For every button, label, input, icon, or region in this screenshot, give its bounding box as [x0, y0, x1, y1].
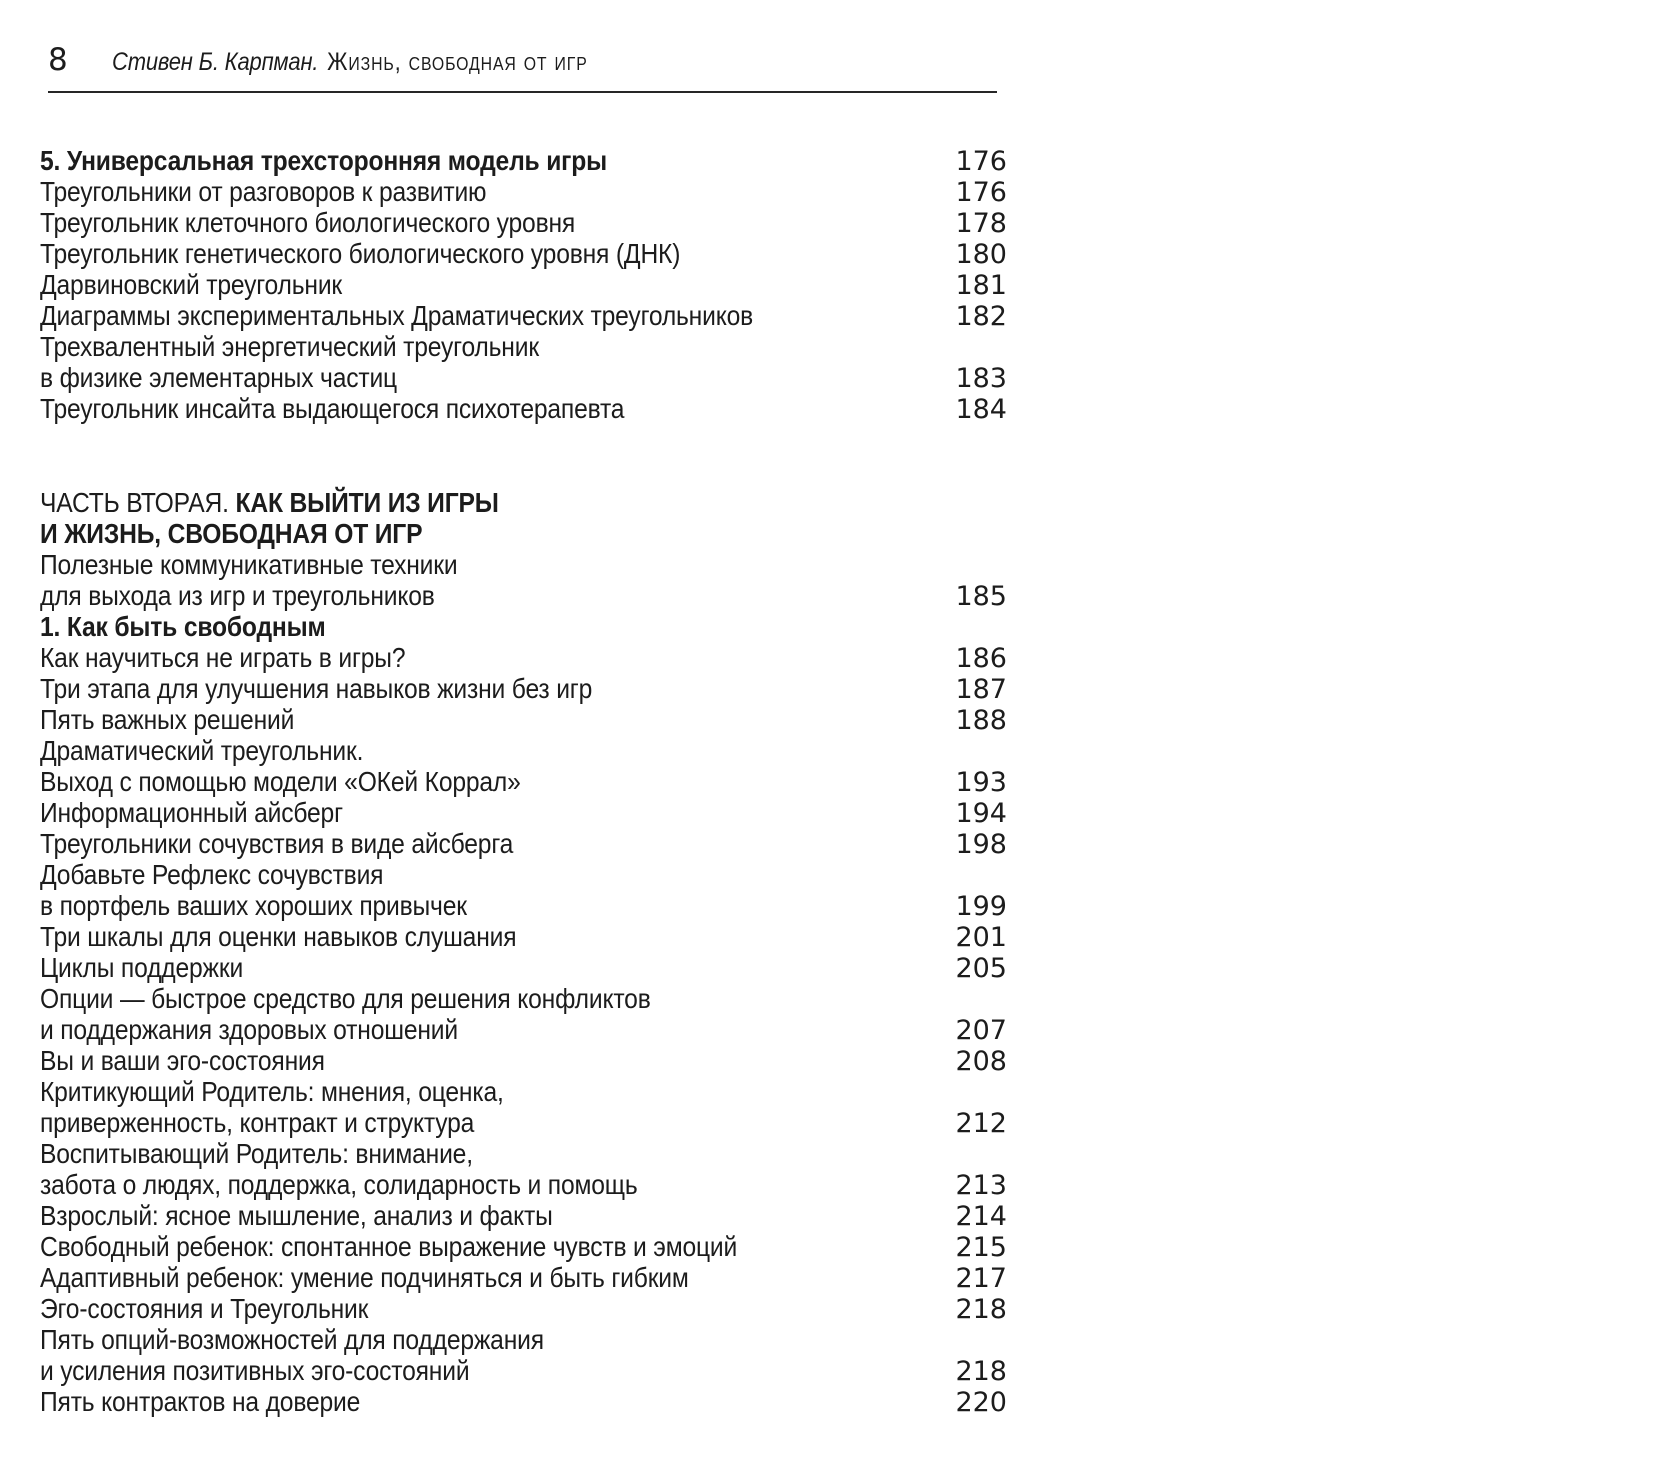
toc-row: [40, 890, 1007, 921]
toc-entry-title: Критикующий Родитель: мнения, оценка,: [40, 1076, 504, 1107]
toc-row: [40, 983, 1007, 1014]
toc-entry-title: Свободный ребенок: спонтанное выражение чувств и эмоций: [40, 1231, 738, 1262]
toc-row: [40, 331, 1007, 362]
toc-row: [40, 176, 1007, 207]
page-number: 8: [48, 42, 68, 78]
toc-row: [40, 673, 1007, 704]
toc-row: [40, 207, 1007, 238]
toc-entry-title: Треугольники сочувствия в виде айсберга: [40, 828, 514, 859]
toc-entry-title: Пять важных решений: [40, 704, 295, 735]
toc-entry-page: 182: [955, 301, 1007, 332]
toc-row: [40, 859, 1007, 890]
toc-row: [40, 611, 1007, 642]
toc-entry-page: 207: [955, 1015, 1007, 1046]
toc-entry-title: Треугольник клеточного биологического уровня: [40, 207, 576, 238]
toc-entry-page: 187: [955, 674, 1007, 705]
toc-entry-title: Выход с помощью модели «ОКей Коррал»: [40, 766, 521, 797]
toc-entry-title: Треугольник инсайта выдающегося психотерапевта: [40, 393, 625, 424]
toc-entry-title: в физике элементарных частиц: [40, 362, 398, 393]
toc-entry-page: 184: [955, 394, 1007, 425]
table-of-contents: [40, 145, 1007, 1417]
toc-entry-page: 176: [955, 146, 1007, 177]
toc-entry-page: 185: [955, 581, 1007, 612]
toc-entry-page: 215: [955, 1232, 1007, 1263]
toc-entry-page: 208: [955, 1046, 1007, 1077]
toc-entry-page: 201: [955, 922, 1007, 953]
header-rule: [48, 91, 997, 93]
toc-row: [40, 797, 1007, 828]
book-title: Жизнь, свободная от игр: [326, 48, 588, 76]
toc-entry-title: Пять опций-возможностей для поддержания: [40, 1324, 544, 1355]
toc-row: [40, 393, 1007, 424]
toc-entry-title: Эго-состояния и Треугольник: [40, 1293, 369, 1324]
toc-entry-page: 212: [955, 1108, 1007, 1139]
toc-entry-page: 176: [955, 177, 1007, 208]
toc-entry-title: Треугольники от разговоров к развитию: [40, 176, 487, 207]
toc-entry-page: 193: [955, 767, 1007, 798]
toc-entry-page: 205: [955, 953, 1007, 984]
toc-row: [40, 952, 1007, 983]
toc-row: [40, 1014, 1007, 1045]
toc-entry-page: 218: [955, 1356, 1007, 1387]
toc-entry-title: Драматический треугольник.: [40, 735, 364, 766]
toc-entry-title: ЧАСТЬ ВТОРАЯ. КАК ВЫЙТИ ИЗ ИГРЫ: [40, 487, 499, 518]
toc-row: [40, 1138, 1007, 1169]
toc-row: [40, 269, 1007, 300]
toc-row: [40, 735, 1007, 766]
toc-entry-page: 218: [955, 1294, 1007, 1325]
toc-entry-title: Диаграммы экспериментальных Драматических треугольников: [40, 300, 754, 331]
toc-entry-title: для выхода из игр и треугольников: [40, 580, 435, 611]
toc-entry-title: Три этапа для улучшения навыков жизни без игр: [40, 673, 593, 704]
toc-entry-title: приверженность, контракт и структура: [40, 1107, 475, 1138]
toc-entry-page: 180: [955, 239, 1007, 270]
toc-row: [40, 238, 1007, 269]
toc-section-part-one: [40, 145, 1007, 424]
toc-entry-title: и усиления позитивных эго-состояний: [40, 1355, 470, 1386]
toc-entry-title: Добавьте Рефлекс сочувствия: [40, 859, 384, 890]
toc-row: [40, 1076, 1007, 1107]
toc-row: [40, 362, 1007, 393]
toc-section-part-two: [40, 487, 1007, 1417]
toc-entry-page: 213: [955, 1170, 1007, 1201]
toc-entry-page: 183: [955, 363, 1007, 394]
toc-entry-title: Циклы поддержки: [40, 952, 244, 983]
toc-row: [40, 766, 1007, 797]
author-name: Стивен Б. Карпман.: [111, 48, 319, 76]
toc-entry-title: Воспитывающий Родитель: внимание,: [40, 1138, 473, 1169]
toc-entry-page: 198: [955, 829, 1007, 860]
toc-row: [40, 518, 1007, 549]
toc-row: [40, 1293, 1007, 1324]
toc-row: [40, 1324, 1007, 1355]
toc-row: [40, 487, 1007, 518]
toc-entry-page: 194: [955, 798, 1007, 829]
toc-entry-title: Адаптивный ребенок: умение подчиняться и быть гибким: [40, 1262, 689, 1293]
toc-entry-title: Полезные коммуникативные техники: [40, 549, 458, 580]
toc-entry-page: 214: [955, 1201, 1007, 1232]
toc-entry-title: Как научиться не играть в игры?: [40, 642, 406, 673]
running-title: [112, 46, 588, 78]
toc-entry-title: Вы и ваши эго-состояния: [40, 1045, 325, 1076]
toc-row: [40, 300, 1007, 331]
toc-row: [40, 1262, 1007, 1293]
toc-row: [40, 1200, 1007, 1231]
toc-entry-page: 188: [955, 705, 1007, 736]
toc-entry-title: Треугольник генетического биологического уровня (ДНК): [40, 238, 681, 269]
toc-row: [40, 1386, 1007, 1417]
toc-entry-title: и поддержания здоровых отношений: [40, 1014, 458, 1045]
toc-entry-page: 199: [955, 891, 1007, 922]
toc-entry-title: Взрослый: ясное мышление, анализ и факты: [40, 1200, 553, 1231]
toc-entry-page: 181: [955, 270, 1007, 301]
toc-entry-title: Опции — быстрое средство для решения конфликтов: [40, 983, 651, 1014]
toc-row: [40, 1045, 1007, 1076]
page-header: [48, 44, 1674, 78]
toc-row: [40, 704, 1007, 735]
toc-entry-page: 217: [955, 1263, 1007, 1294]
toc-entry-page: 186: [955, 643, 1007, 674]
toc-row: [40, 1355, 1007, 1386]
toc-row: [40, 921, 1007, 952]
toc-entry-title: 1. Как быть свободным: [40, 611, 326, 642]
toc-row: [40, 145, 1007, 176]
toc-row: [40, 642, 1007, 673]
toc-entry-title: в портфель ваших хороших привычек: [40, 890, 467, 921]
toc-entry-page: 220: [955, 1387, 1007, 1418]
book-page: [0, 44, 1674, 1473]
toc-entry-page: 178: [955, 208, 1007, 239]
toc-row: [40, 1107, 1007, 1138]
toc-entry-title: И ЖИЗНЬ, СВОБОДНАЯ ОТ ИГР: [40, 518, 423, 549]
toc-entry-title: Пять контрактов на доверие: [40, 1386, 361, 1417]
toc-entry-title: 5. Универсальная трехсторонняя модель игры: [40, 145, 607, 176]
toc-row: [40, 549, 1007, 580]
toc-entry-title: забота о людях, поддержка, солидарность и помощь: [40, 1169, 638, 1200]
toc-row: [40, 580, 1007, 611]
toc-row: [40, 1169, 1007, 1200]
toc-entry-title: Дарвиновский треугольник: [40, 269, 343, 300]
toc-row: [40, 1231, 1007, 1262]
toc-entry-title: Трехвалентный энергетический треугольник: [40, 331, 539, 362]
toc-row: [40, 828, 1007, 859]
toc-entry-title: Информационный айсберг: [40, 797, 343, 828]
toc-entry-title: Три шкалы для оценки навыков слушания: [40, 921, 517, 952]
